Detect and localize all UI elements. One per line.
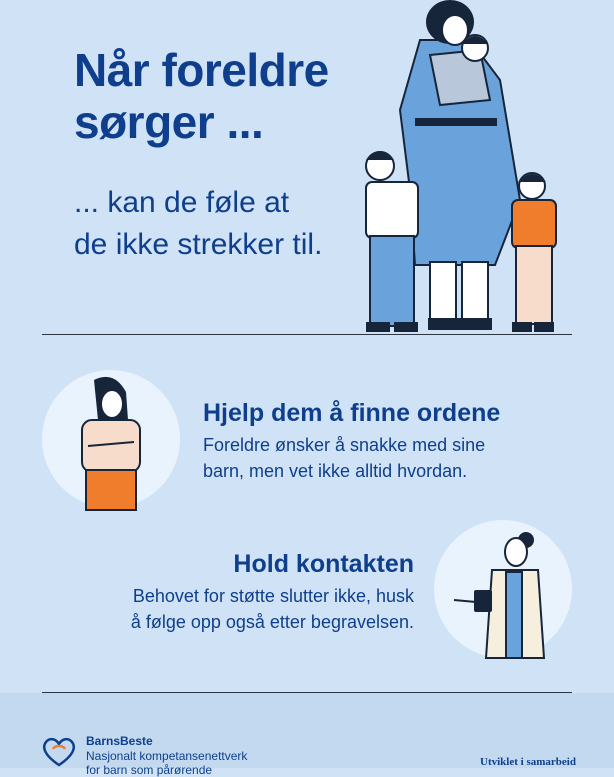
left-boy-legs — [370, 236, 414, 326]
right-boy-shirt — [512, 200, 556, 248]
subheadline-line-2: de ikke strekker til. — [74, 228, 323, 261]
tip-text-line: Behovet for støtte slutter ikke, husk — [132, 586, 414, 606]
org-name: BarnsBeste — [86, 734, 153, 748]
org-subtitle: Nasjonalt kompetansenettverk — [86, 749, 248, 763]
tip-title: Hold kontakten — [233, 550, 414, 578]
family-illustration — [320, 0, 590, 336]
mother-leg-left — [430, 262, 456, 324]
left-boy-shirt — [366, 182, 418, 238]
woman-with-phone-illustration — [434, 520, 572, 658]
headline-line-1: Når foreldre — [74, 44, 329, 96]
right-boy-legs — [516, 246, 552, 324]
divider-top — [42, 334, 572, 335]
tip-title: Hjelp dem å finne ordene — [203, 399, 501, 427]
tip-keep-contact — [131, 549, 414, 635]
subheadline — [74, 182, 322, 266]
barnsbeste-heart-logo-icon — [40, 735, 78, 768]
credit-text: Utviklet i samarbeid — [480, 756, 576, 768]
tip-text-line: barn, men vet ikke alltid hvordan. — [203, 461, 468, 481]
mother-belt — [415, 118, 497, 126]
woman-arms-crossed-illustration — [42, 370, 180, 508]
tip-text-line: Foreldre ønsker å snakke med sine — [203, 435, 486, 455]
org-subtitle-2: for barn som pårørende — [86, 763, 213, 777]
subheadline-line-1: ... kan de føle at — [74, 186, 290, 219]
headline — [74, 44, 329, 148]
tip-text-line: å følge opp også etter begravelsen. — [130, 612, 414, 632]
tip-text — [203, 432, 500, 484]
tip-find-words — [203, 398, 500, 484]
mother-leg-right — [462, 262, 488, 324]
tip-text — [131, 583, 414, 635]
headline-line-2: sørger ... — [74, 96, 264, 148]
